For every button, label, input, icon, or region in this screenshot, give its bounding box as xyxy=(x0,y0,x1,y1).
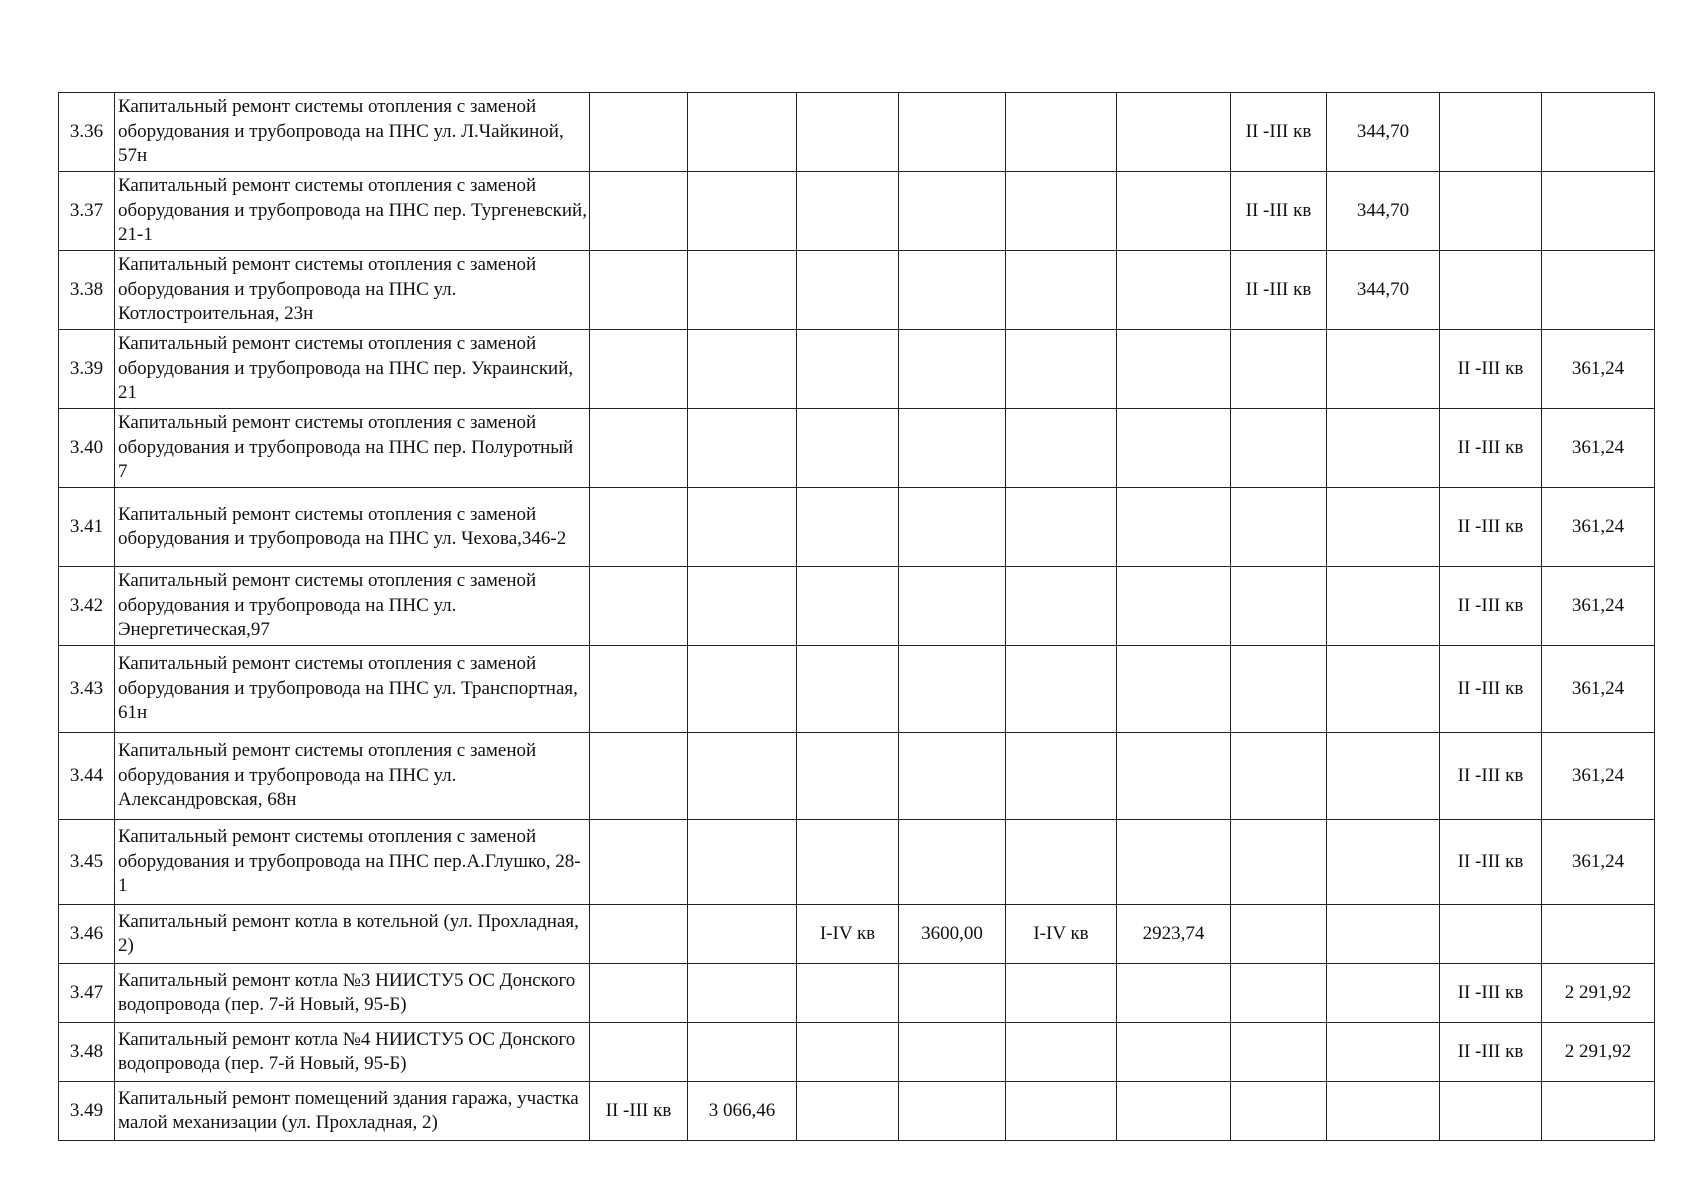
quarter-cell xyxy=(1231,1023,1327,1082)
amount-cell xyxy=(899,567,1006,646)
row-number: 3.48 xyxy=(59,1023,115,1082)
capital-repair-table xyxy=(58,92,1655,1141)
table-row xyxy=(59,1082,1655,1141)
amount-cell xyxy=(1117,330,1231,409)
table-row xyxy=(59,93,1655,172)
work-description: Капитальный ремонт системы отопления с заменой оборудования и трубопровода на ПНС ул. Котлостроительная, 23н xyxy=(115,251,590,330)
quarter-cell xyxy=(797,93,899,172)
amount-cell xyxy=(899,172,1006,251)
quarter-cell xyxy=(1231,409,1327,488)
quarter-cell xyxy=(797,820,899,905)
quarter-cell xyxy=(1440,251,1542,330)
quarter-cell: I-IV кв xyxy=(1006,905,1117,964)
quarter-cell xyxy=(797,1082,899,1141)
amount-cell xyxy=(688,251,797,330)
work-description: Капитальный ремонт котла в котельной (ул. Прохладная, 2) xyxy=(115,905,590,964)
amount-cell xyxy=(688,488,797,567)
amount-cell: 3 066,46 xyxy=(688,1082,797,1141)
table-row xyxy=(59,1023,1655,1082)
quarter-cell xyxy=(1006,409,1117,488)
work-description: Капитальный ремонт системы отопления с заменой оборудования и трубопровода на ПНС пер. Тургеневский, 21-1 xyxy=(115,172,590,251)
work-description: Капитальный ремонт котла №3 НИИСТУ5 ОС Донского водопровода (пер. 7-й Новый, 95-Б) xyxy=(115,964,590,1023)
quarter-cell: II -III кв xyxy=(1440,409,1542,488)
amount-cell: 344,70 xyxy=(1327,172,1440,251)
quarter-cell xyxy=(797,964,899,1023)
quarter-cell xyxy=(1231,820,1327,905)
quarter-cell: II -III кв xyxy=(590,1082,688,1141)
quarter-cell: II -III кв xyxy=(1440,646,1542,733)
amount-cell xyxy=(1327,1082,1440,1141)
quarter-cell xyxy=(1231,733,1327,820)
quarter-cell xyxy=(1231,1082,1327,1141)
amount-cell: 344,70 xyxy=(1327,93,1440,172)
quarter-cell: II -III кв xyxy=(1440,964,1542,1023)
quarter-cell xyxy=(1231,488,1327,567)
amount-cell xyxy=(1117,1023,1231,1082)
quarter-cell xyxy=(797,330,899,409)
amount-cell xyxy=(899,820,1006,905)
quarter-cell xyxy=(797,567,899,646)
quarter-cell xyxy=(1006,733,1117,820)
table-row xyxy=(59,251,1655,330)
quarter-cell xyxy=(1006,567,1117,646)
amount-cell xyxy=(1327,488,1440,567)
row-number: 3.38 xyxy=(59,251,115,330)
amount-cell xyxy=(1327,646,1440,733)
quarter-cell xyxy=(1006,93,1117,172)
table-row xyxy=(59,409,1655,488)
amount-cell xyxy=(1117,646,1231,733)
amount-cell xyxy=(899,1082,1006,1141)
amount-cell xyxy=(899,964,1006,1023)
table-row xyxy=(59,964,1655,1023)
table-row xyxy=(59,646,1655,733)
amount-cell xyxy=(1117,820,1231,905)
amount-cell: 361,24 xyxy=(1542,567,1655,646)
amount-cell xyxy=(899,1023,1006,1082)
amount-cell xyxy=(688,409,797,488)
quarter-cell xyxy=(1231,567,1327,646)
amount-cell xyxy=(1327,330,1440,409)
table-row xyxy=(59,820,1655,905)
table-row xyxy=(59,733,1655,820)
work-description: Капитальный ремонт системы отопления с заменой оборудования и трубопровода на ПНС ул. Александровская, 68н xyxy=(115,733,590,820)
quarter-cell xyxy=(1231,905,1327,964)
amount-cell xyxy=(1117,93,1231,172)
quarter-cell xyxy=(1231,646,1327,733)
quarter-cell xyxy=(797,733,899,820)
amount-cell xyxy=(1117,1082,1231,1141)
quarter-cell xyxy=(1006,172,1117,251)
quarter-cell xyxy=(590,409,688,488)
quarter-cell xyxy=(797,1023,899,1082)
amount-cell xyxy=(1327,820,1440,905)
row-number: 3.42 xyxy=(59,567,115,646)
row-number: 3.47 xyxy=(59,964,115,1023)
amount-cell xyxy=(1327,964,1440,1023)
amount-cell xyxy=(688,1023,797,1082)
row-number: 3.41 xyxy=(59,488,115,567)
amount-cell xyxy=(1117,964,1231,1023)
quarter-cell xyxy=(1231,330,1327,409)
amount-cell xyxy=(688,820,797,905)
amount-cell xyxy=(688,646,797,733)
quarter-cell: II -III кв xyxy=(1440,1023,1542,1082)
row-number: 3.49 xyxy=(59,1082,115,1141)
amount-cell xyxy=(688,172,797,251)
table-row xyxy=(59,567,1655,646)
quarter-cell xyxy=(1440,1082,1542,1141)
quarter-cell xyxy=(590,93,688,172)
quarter-cell xyxy=(797,251,899,330)
quarter-cell xyxy=(590,488,688,567)
quarter-cell xyxy=(1231,964,1327,1023)
quarter-cell xyxy=(1006,964,1117,1023)
quarter-cell xyxy=(590,820,688,905)
amount-cell xyxy=(1327,1023,1440,1082)
quarter-cell xyxy=(797,646,899,733)
amount-cell xyxy=(1542,251,1655,330)
row-number: 3.36 xyxy=(59,93,115,172)
table-row xyxy=(59,172,1655,251)
table-row xyxy=(59,905,1655,964)
quarter-cell: II -III кв xyxy=(1231,93,1327,172)
amount-cell xyxy=(1327,409,1440,488)
quarter-cell: II -III кв xyxy=(1440,820,1542,905)
work-description: Капитальный ремонт системы отопления с заменой оборудования и трубопровода на ПНС пер. Полуротный 7 xyxy=(115,409,590,488)
quarter-cell: I-IV кв xyxy=(797,905,899,964)
quarter-cell xyxy=(1440,905,1542,964)
work-description: Капитальный ремонт помещений здания гаража, участка малой механизации (ул. Прохладная, 2) xyxy=(115,1082,590,1141)
work-description: Капитальный ремонт системы отопления с заменой оборудования и трубопровода на ПНС ул. Транспортная, 61н xyxy=(115,646,590,733)
amount-cell xyxy=(1542,172,1655,251)
amount-cell: 361,24 xyxy=(1542,733,1655,820)
row-number: 3.46 xyxy=(59,905,115,964)
quarter-cell xyxy=(1006,488,1117,567)
amount-cell xyxy=(899,409,1006,488)
quarter-cell xyxy=(1006,251,1117,330)
quarter-cell xyxy=(797,488,899,567)
amount-cell xyxy=(899,93,1006,172)
amount-cell xyxy=(1542,93,1655,172)
amount-cell: 2923,74 xyxy=(1117,905,1231,964)
quarter-cell: II -III кв xyxy=(1440,488,1542,567)
work-description: Капитальный ремонт системы отопления с заменой оборудования и трубопровода на ПНС пер. Украинский, 21 xyxy=(115,330,590,409)
row-number: 3.44 xyxy=(59,733,115,820)
amount-cell xyxy=(1117,172,1231,251)
work-description: Капитальный ремонт системы отопления с заменой оборудования и трубопровода на ПНС ул. Чехова,346-2 xyxy=(115,488,590,567)
amount-cell xyxy=(1327,905,1440,964)
quarter-cell: II -III кв xyxy=(1231,172,1327,251)
quarter-cell xyxy=(1006,646,1117,733)
quarter-cell: II -III кв xyxy=(1440,330,1542,409)
quarter-cell xyxy=(1006,820,1117,905)
amount-cell xyxy=(688,567,797,646)
amount-cell xyxy=(688,733,797,820)
work-description: Капитальный ремонт системы отопления с заменой оборудования и трубопровода на ПНС ул. Энергетическая,97 xyxy=(115,567,590,646)
row-number: 3.40 xyxy=(59,409,115,488)
amount-cell xyxy=(899,733,1006,820)
amount-cell: 361,24 xyxy=(1542,330,1655,409)
row-number: 3.37 xyxy=(59,172,115,251)
quarter-cell xyxy=(590,172,688,251)
quarter-cell xyxy=(590,964,688,1023)
amount-cell xyxy=(1542,1082,1655,1141)
amount-cell: 361,24 xyxy=(1542,409,1655,488)
amount-cell xyxy=(1117,251,1231,330)
amount-cell xyxy=(899,330,1006,409)
quarter-cell xyxy=(590,646,688,733)
quarter-cell xyxy=(590,1023,688,1082)
amount-cell xyxy=(688,964,797,1023)
amount-cell: 2 291,92 xyxy=(1542,964,1655,1023)
row-number: 3.39 xyxy=(59,330,115,409)
amount-cell xyxy=(1542,905,1655,964)
quarter-cell xyxy=(1006,330,1117,409)
work-description: Капитальный ремонт котла №4 НИИСТУ5 ОС Донского водопровода (пер. 7-й Новый, 95-Б) xyxy=(115,1023,590,1082)
amount-cell xyxy=(899,488,1006,567)
quarter-cell xyxy=(590,733,688,820)
quarter-cell xyxy=(1440,93,1542,172)
table-row xyxy=(59,488,1655,567)
amount-cell xyxy=(1327,733,1440,820)
amount-cell: 3600,00 xyxy=(899,905,1006,964)
quarter-cell xyxy=(590,905,688,964)
row-number: 3.43 xyxy=(59,646,115,733)
amount-cell: 361,24 xyxy=(1542,646,1655,733)
quarter-cell: II -III кв xyxy=(1440,567,1542,646)
amount-cell xyxy=(1117,488,1231,567)
quarter-cell: II -III кв xyxy=(1440,733,1542,820)
amount-cell xyxy=(1117,409,1231,488)
amount-cell xyxy=(688,330,797,409)
amount-cell: 361,24 xyxy=(1542,488,1655,567)
row-number: 3.45 xyxy=(59,820,115,905)
work-description: Капитальный ремонт системы отопления с заменой оборудования и трубопровода на ПНС пер.А.Глушко, 28-1 xyxy=(115,820,590,905)
quarter-cell xyxy=(590,567,688,646)
amount-cell xyxy=(1117,567,1231,646)
amount-cell xyxy=(899,251,1006,330)
amount-cell xyxy=(688,93,797,172)
work-description: Капитальный ремонт системы отопления с заменой оборудования и трубопровода на ПНС ул. Л.Чайкиной, 57н xyxy=(115,93,590,172)
quarter-cell xyxy=(797,409,899,488)
amount-cell xyxy=(688,905,797,964)
amount-cell xyxy=(899,646,1006,733)
amount-cell xyxy=(1117,733,1231,820)
amount-cell: 344,70 xyxy=(1327,251,1440,330)
quarter-cell xyxy=(590,251,688,330)
quarter-cell: II -III кв xyxy=(1231,251,1327,330)
amount-cell xyxy=(1327,567,1440,646)
amount-cell: 2 291,92 xyxy=(1542,1023,1655,1082)
amount-cell: 361,24 xyxy=(1542,820,1655,905)
quarter-cell xyxy=(797,172,899,251)
quarter-cell xyxy=(590,330,688,409)
table-row xyxy=(59,330,1655,409)
quarter-cell xyxy=(1006,1082,1117,1141)
table-body xyxy=(59,93,1655,1141)
quarter-cell xyxy=(1006,1023,1117,1082)
quarter-cell xyxy=(1440,172,1542,251)
